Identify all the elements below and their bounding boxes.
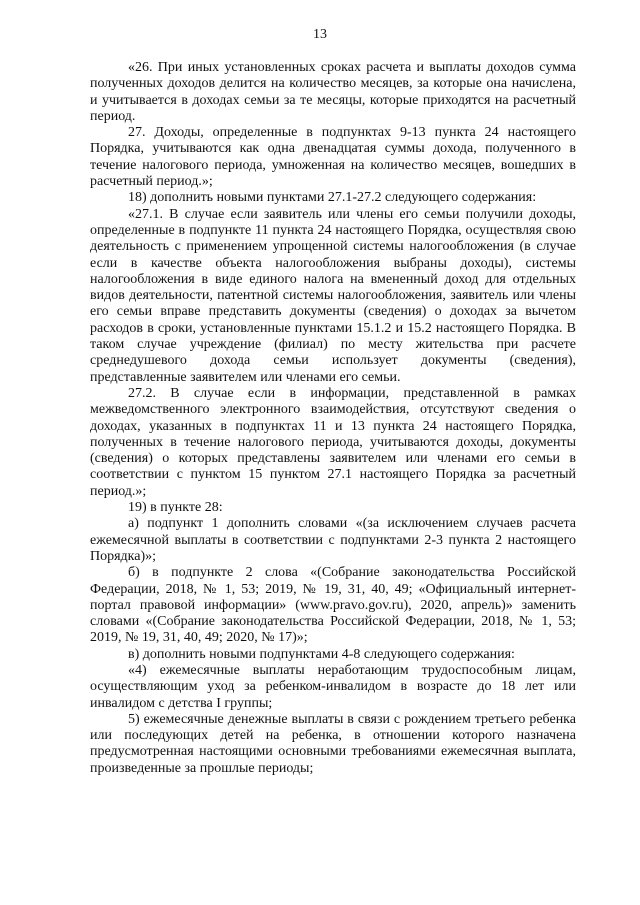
paragraph-27-2: 27.2. В случае если в информации, представленной в рамках межведомственного электронного взаимодействия, отсутствуют сведения о доходах, указанных в подпунктах 11 и 13 пункта 24 настоящего Порядка, полученных в течение налогового периода, учитываются доходы, документы (сведения) о которых представлены заявителем или членами его семьи в соответствии с пунктом 15 пунктом 27.1 настоящего Порядка за расчетный период.»; (90, 385, 576, 499)
document-body (90, 60, 576, 777)
paragraph-subitem-b: б) в подпункте 2 слова «(Собрание законодательства Российской Федерации, 2018, № 1, 53; 2019, № 19, 31, 40, 49; «Официальный интернет-портал правовой информации» (www.pravo.gov.ru), 2020, апрель)» заменить словами «(Собрание законодательства Российской Федерации, 2018, № 1, 53; 2019, № 19, 31, 40, 49; 2020, № 17)»; (90, 565, 576, 646)
paragraph-item-19: 19) в пункте 28: (128, 500, 223, 516)
paragraph-subitem-4: «4) ежемесячные выплаты неработающим трудоспособным лицам, осуществляющим уход за ребенком-инвалидом в возрасте до 18 лет или инвалидом с детства I группы; (90, 662, 576, 711)
page-number: 13 (313, 27, 327, 42)
paragraph-26: «26. При иных установленных сроках расчета и выплаты доходов сумма полученных доходов делится на количество месяцев, за которые она начислена, и учитывается в доходах семьи за те месяцы, которые приходятся на расчетный период. (90, 60, 576, 124)
paragraph-27: 27. Доходы, определенные в подпунктах 9-13 пункта 24 настоящего Порядка, учитываются как одна двенадцатая суммы дохода, полученного в течение налогового периода, умноженная на количество месяцев, вошедших в расчетный период.»; (90, 125, 576, 190)
paragraph-subitem-a: а) подпункт 1 дополнить словами «(за исключением случаев расчета ежемесячной выплаты в соответствии с подпунктами 2-3 пункта 2 настоящего Порядка)»; (90, 516, 576, 564)
paragraph-subitem-5: 5) ежемесячные денежные выплаты в связи с рождением третьего ребенка или последующих детей на ребенка, в отношении которого назначена предусмотренная настоящими основными требованиями ежемесячная выплата, произведенные за прошлые периоды; (90, 711, 576, 776)
paragraph-subitem-v: в) дополнить новыми подпунктами 4-8 следующего содержания: (128, 646, 515, 662)
paragraph-item-18: 18) дополнить новыми пунктами 27.1-27.2 следующего содержания: (128, 190, 537, 206)
paragraph-27-1: «27.1. В случае если заявитель или члены его семьи получили доходы, определенные в подпункте 11 пункта 24 настоящего Порядка, осуществляя свою деятельность с применением упрощенной системы налогообложения (в случае если в качестве объекта налогообложения выбраны доходы), системы налогообложения в виде единого налога на вмененный доход для отдельных видов деятельности, патентной системы налогообложения, заявитель или члены его семьи вправе представить документы (сведения) о доходах за вычетом расходов в сроки, установленные пунктами 15.1.2 и 15.2 настоящего Порядка. В таком случае учреждение (филиал) по месту жительства при расчете среднедушевого дохода семьи использует документы (сведения), представленные заявителем или членами его семьи. (90, 206, 576, 385)
